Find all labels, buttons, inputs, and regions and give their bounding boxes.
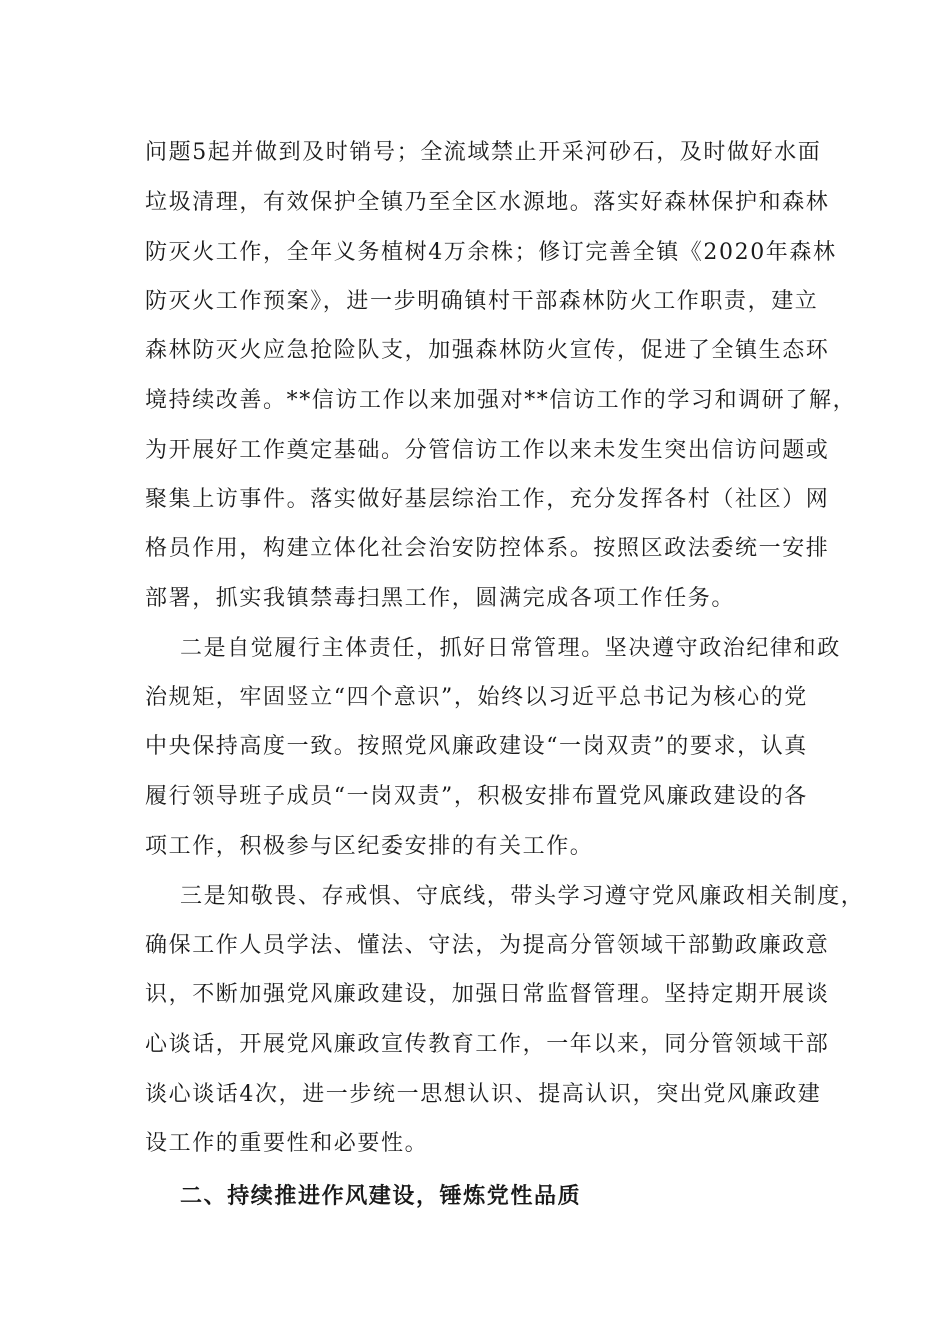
body-text-line: 履行领导班子成员“一岗双责”，积极安排布置党风廉政建设的各	[145, 784, 808, 809]
body-text-line: 识，不断加强党风廉政建设，加强日常监督管理。坚持定期开展谈	[145, 982, 830, 1007]
section-heading: 二、持续推进作风建设，锤炼党性品质	[180, 1183, 582, 1209]
body-text-line: 境持续改善。**信访工作以来加强对**信访工作的学习和调研了解，	[145, 388, 857, 413]
body-text-line: 中央保持高度一致。按照党风廉政建设“一岗双责”的要求，认真	[145, 734, 808, 759]
body-text-line: 垃圾清理，有效保护全镇乃至全区水源地。落实好森林保护和森林	[145, 190, 830, 215]
body-text-line: 项工作，积极参与区纪委安排的有关工作。	[145, 834, 594, 859]
body-text-line: 防灭火工作预案》，进一步明确镇村干部森林防火工作职责，建立	[145, 289, 819, 314]
body-text-line: 治规矩，牢固竖立“四个意识”，始终以习近平总书记为核心的党	[145, 685, 808, 710]
paragraph-start-line: 二是自觉履行主体责任，抓好日常管理。坚决遵守政治纪律和政	[180, 636, 841, 661]
body-text-line: 森林防灭火应急抢险队支，加强森林防火宣传，促进了全镇生态环	[145, 338, 830, 363]
body-text-line: 聚集上访事件。落实做好基层综治工作，充分发挥各村（社区）网	[145, 487, 830, 512]
body-text-line: 心谈话，开展党风廉政宣传教育工作，一年以来，同分管领域干部	[145, 1032, 830, 1057]
body-text-line: 防灭火工作，全年义务植树4万余株；修订完善全镇《2020年森林	[145, 240, 837, 265]
body-text-line: 确保工作人员学法、懂法、守法，为提高分管领域干部勤政廉政意	[145, 933, 830, 958]
body-text-line: 谈心谈话4次，进一步统一思想认识、提高认识，突出党风廉政建	[145, 1082, 822, 1107]
body-text-line: 部署，抓实我镇禁毒扫黑工作，圆满完成各项工作任务。	[145, 586, 736, 611]
body-text-line: 问题5起并做到及时销号；全流域禁止开采河砂石，及时做好水面	[145, 140, 822, 165]
paragraph-start-line: 三是知敬畏、存戒惧、守底线，带头学习遵守党风廉政相关制度，	[180, 884, 865, 909]
body-text-line: 设工作的重要性和必要性。	[145, 1131, 429, 1156]
body-text-line: 格员作用，构建立体化社会治安防控体系。按照区政法委统一安排	[145, 536, 830, 561]
body-text-line: 为开展好工作奠定基础。分管信访工作以来未发生突出信访问题或	[145, 438, 830, 463]
